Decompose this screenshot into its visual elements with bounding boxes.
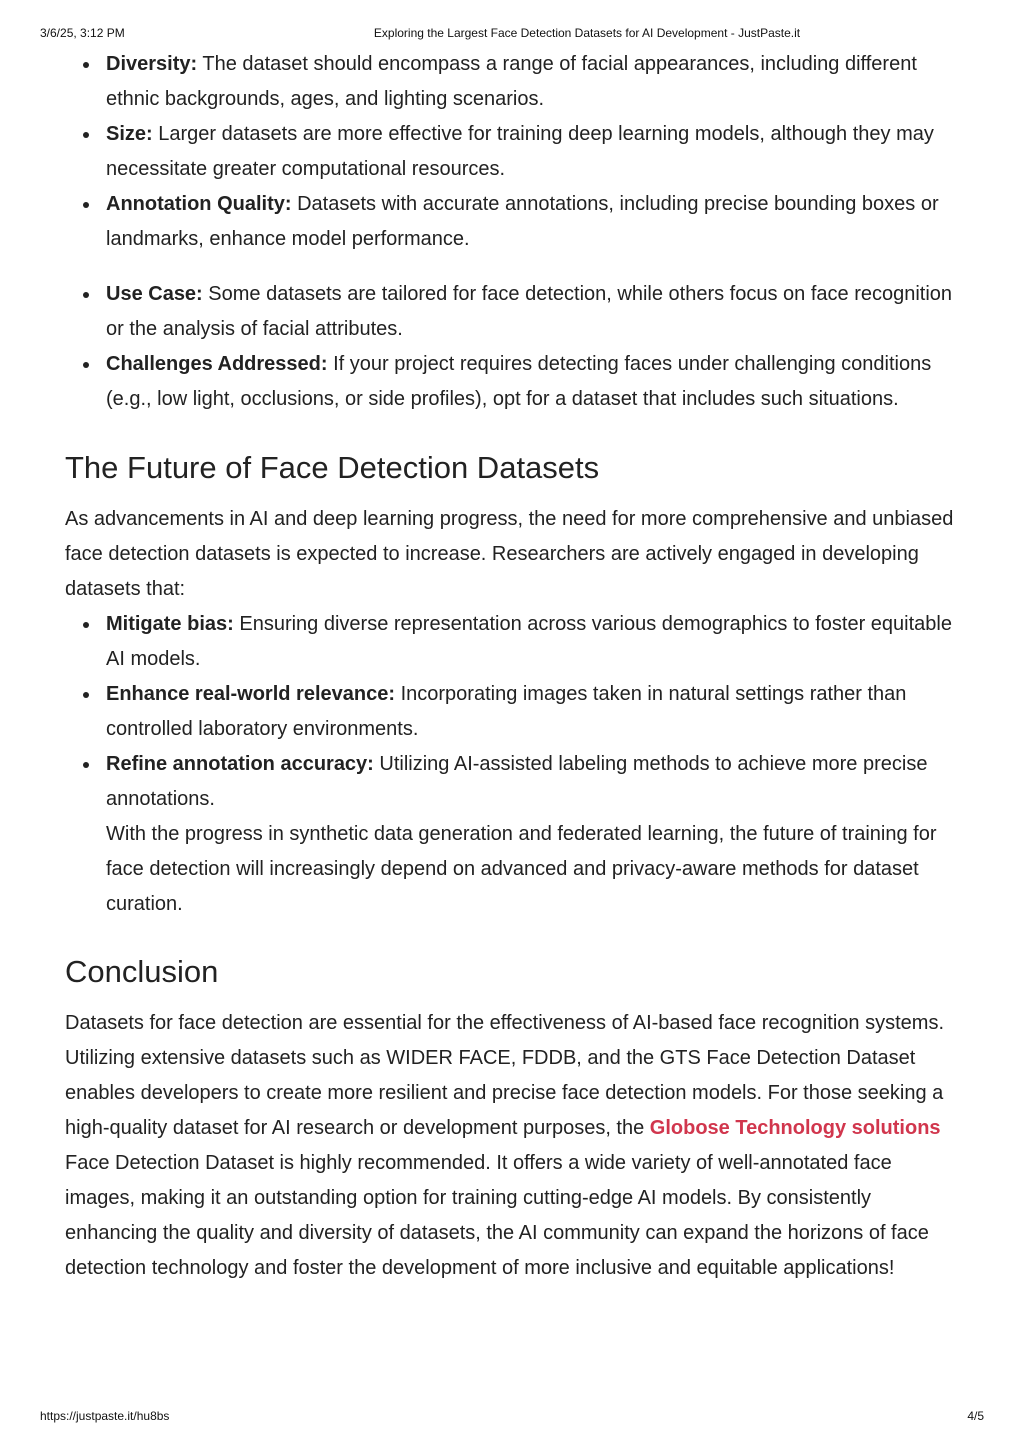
list-item-text: If your project requires detecting faces under challenging conditions (e.g., low light, occlusions, or side profiles), opt for a dataset that includes such situations. (106, 353, 932, 410)
list-item-term: Size: (106, 123, 153, 145)
bullet-icon (83, 292, 89, 298)
bullet-icon (83, 62, 89, 68)
print-url: https://justpaste.it/hu8bs (40, 1409, 170, 1423)
list-item-text: Larger datasets are more effective for training deep learning models, although they may necessitate greater computational resources. (106, 123, 934, 180)
globose-technology-link[interactable]: Globose Technology solutions (649, 1117, 941, 1139)
print-datetime: 3/6/25, 3:12 PM (40, 26, 125, 40)
print-page-title: Exploring the Largest Face Detection Datasets for AI Development - JustPaste.it (373, 26, 801, 40)
bullet-icon (83, 132, 89, 138)
list-item (65, 117, 965, 187)
list-item (65, 47, 965, 117)
list-item-term: Mitigate bias: (106, 613, 234, 635)
bullet-icon (83, 692, 89, 698)
list-item-term: Use Case: (106, 283, 203, 305)
article-content (65, 47, 965, 1286)
list-item (65, 747, 965, 922)
criteria-list-a (65, 47, 965, 257)
conclusion-paragraph (65, 1006, 965, 1286)
list-item (65, 677, 965, 747)
conclusion-text-start: Datasets for face detection are essential for the effectiveness of AI-based face recognition systems. Utilizing extensive datasets such as WIDER FACE, FDDB, and the GTS Face Detection Dataset enables developers to create more resilient and precise face detection models. For those seeking a high-quality dataset for AI research or development purposes, the (65, 1012, 944, 1139)
criteria-list-b (65, 277, 965, 417)
list-item-text: Incorporating images taken in natural settings rather than controlled laboratory environments. (106, 683, 907, 740)
list-item (65, 607, 965, 677)
list-item-term: Refine annotation accuracy: (106, 753, 374, 775)
print-footer (0, 1409, 1024, 1425)
list-item-text: Utilizing AI-assisted labeling methods to achieve more precise annotations. (106, 753, 928, 810)
list-item (65, 277, 965, 347)
future-closing-paragraph: With the progress in synthetic data generation and federated learning, the future of training for face detection will increasingly depend on advanced and privacy-aware methods for dataset curation. (106, 823, 937, 915)
list-item-term: Annotation Quality: (106, 193, 292, 215)
list-item-term: Challenges Addressed: (106, 353, 328, 375)
list-item-text: The dataset should encompass a range of facial appearances, including different ethnic backgrounds, ages, and lighting scenarios. (106, 53, 917, 110)
list-item-text: Some datasets are tailored for face detection, while others focus on face recognition or the analysis of facial attributes. (106, 283, 953, 340)
list-item-text: Datasets with accurate annotations, including precise bounding boxes or landmarks, enhance model performance. (106, 193, 939, 250)
bullet-icon (83, 202, 89, 208)
conclusion-text-end: Face Detection Dataset is highly recommended. It offers a wide variety of well-annotated face images, making it an outstanding option for training cutting-edge AI models. By consistently enhancing the quality and diversity of datasets, the AI community can expand the horizons of face detection technology and foster the development of more inclusive and equitable applications! (65, 1152, 929, 1279)
list-item-text: Ensuring diverse representation across various demographics to foster equitable AI models. (106, 613, 952, 670)
list-item-term: Diversity: (106, 53, 198, 75)
print-header (0, 26, 1024, 42)
future-intro-paragraph: As advancements in AI and deep learning progress, the need for more comprehensive and unbiased face detection datasets is expected to increase. Researchers are actively engaged in developing datasets that: (65, 508, 954, 600)
conclusion-heading: Conclusion (65, 954, 219, 989)
future-list (65, 607, 965, 922)
bullet-icon (83, 362, 89, 368)
list-item-term: Enhance real-world relevance: (106, 683, 396, 705)
future-section-heading: The Future of Face Detection Datasets (65, 450, 600, 485)
bullet-icon (83, 622, 89, 628)
list-spacer (65, 257, 965, 277)
list-item (65, 187, 965, 257)
list-item (65, 347, 965, 417)
print-page-number: 4/5 (967, 1409, 984, 1423)
bullet-icon (83, 762, 89, 768)
